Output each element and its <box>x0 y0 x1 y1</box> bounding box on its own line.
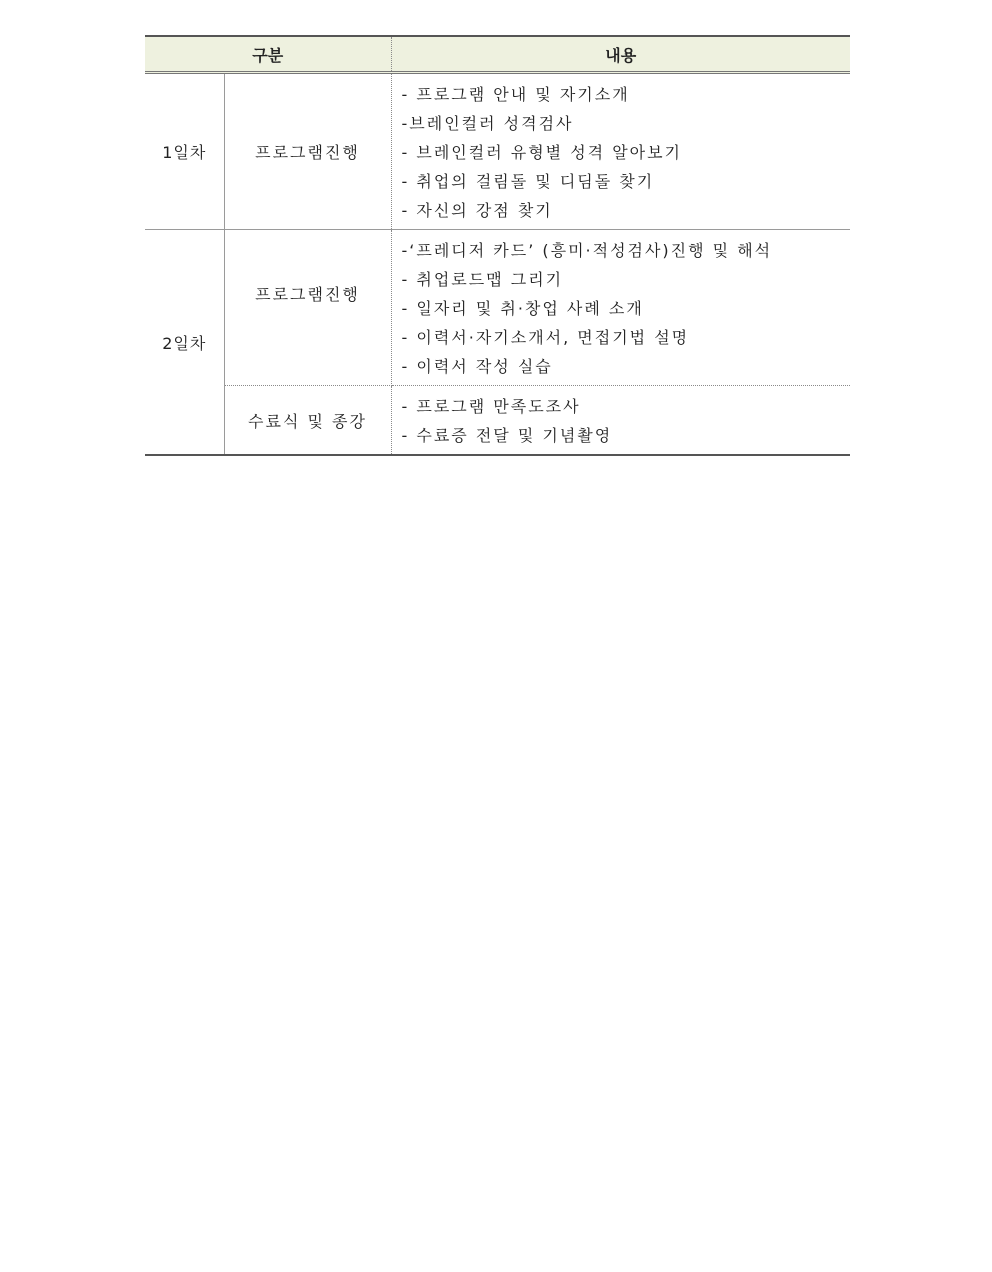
content-list <box>391 230 850 386</box>
list-item: - 프로그램 만족도조사 <box>401 397 581 416</box>
category-label: 프로그램진행 <box>224 73 391 230</box>
list-item: - 브레인컬러 유형별 성격 알아보기 <box>401 143 683 162</box>
table-row <box>145 386 850 456</box>
category-label: 수료식 및 종강 <box>224 386 391 456</box>
list-item: - 이력서·자기소개서, 면접기법 설명 <box>401 328 690 347</box>
list-item: - 취업의 걸림돌 및 디딤돌 찾기 <box>401 172 655 191</box>
header-content: 내용 <box>391 36 850 73</box>
list-item: - 이력서 작성 실습 <box>401 357 553 376</box>
category-label: 프로그램진행 <box>224 230 391 386</box>
list-item: - 수료증 전달 및 기념촬영 <box>401 426 613 445</box>
table-row <box>145 73 850 230</box>
list-item: -브레인컬러 성격검사 <box>401 114 574 133</box>
content-list <box>391 386 850 456</box>
day-label: 2일차 <box>145 230 224 456</box>
table-row <box>145 230 850 386</box>
list-item: -‘프레디저 카드’ (흥미·적성검사)진행 및 해석 <box>401 241 773 260</box>
list-item: - 일자리 및 취·창업 사례 소개 <box>401 299 644 318</box>
table-header-row <box>145 36 850 73</box>
day-label: 1일차 <box>145 73 224 230</box>
list-item: - 프로그램 안내 및 자기소개 <box>401 85 630 104</box>
list-item: - 자신의 강점 찾기 <box>401 201 553 220</box>
content-list <box>391 73 850 230</box>
header-category: 구분 <box>145 36 391 73</box>
program-schedule-table <box>145 35 850 456</box>
list-item: - 취업로드맵 그리기 <box>401 270 564 289</box>
